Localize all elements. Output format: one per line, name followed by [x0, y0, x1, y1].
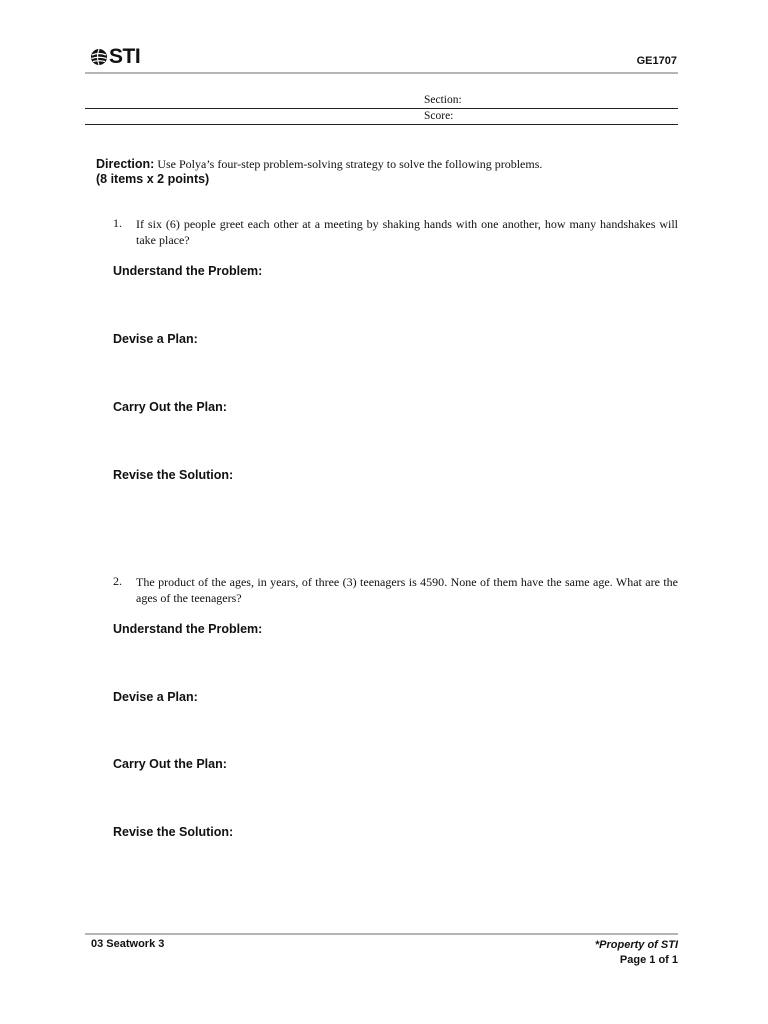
- course-code: GE1707: [636, 55, 677, 67]
- step-revise: Revise the Solution:: [113, 468, 234, 482]
- property-note: *Property of STI: [594, 939, 678, 951]
- direction-text: Use Polya’s four-step problem-solving strategy to solve the following problems.: [154, 157, 543, 171]
- logo-text: STI: [109, 45, 141, 68]
- step-carry-out: Carry Out the Plan:: [113, 757, 227, 771]
- question-text: The product of the ages, in years, of three (3) teenagers is 4590. None of them have the same age. What are the ages of the teenagers?: [136, 575, 678, 605]
- step-devise: Devise a Plan:: [113, 332, 198, 346]
- step-understand: Understand the Problem:: [113, 622, 263, 636]
- footer-divider: [85, 933, 678, 935]
- page-number: Page 1 of 1: [619, 954, 678, 966]
- score-field[interactable]: [85, 109, 678, 125]
- step-carry-out: Carry Out the Plan:: [113, 400, 227, 414]
- step-understand: Understand the Problem:: [113, 264, 263, 278]
- footer-doc-title: 03 Seatwork 3: [91, 938, 165, 950]
- question-number: 2.: [113, 574, 122, 588]
- section-label: Section:: [424, 94, 462, 106]
- header-divider: [85, 72, 678, 74]
- section-field[interactable]: [85, 93, 678, 109]
- footer-right-block: [595, 938, 678, 968]
- points-note: (8 items x 2 points): [96, 172, 210, 186]
- question-text: If six (6) people greet each other at a meeting by shaking hands with one another, how many handshakes will take place?: [136, 217, 678, 247]
- sti-logo: [90, 46, 140, 68]
- question-number: 1.: [113, 216, 122, 230]
- direction-lead: Direction:: [96, 157, 155, 171]
- step-devise: Devise a Plan:: [113, 690, 198, 704]
- sti-globe-icon: [90, 48, 108, 66]
- direction-block: [96, 157, 696, 187]
- score-label: Score:: [424, 110, 454, 122]
- step-revise: Revise the Solution:: [113, 825, 234, 839]
